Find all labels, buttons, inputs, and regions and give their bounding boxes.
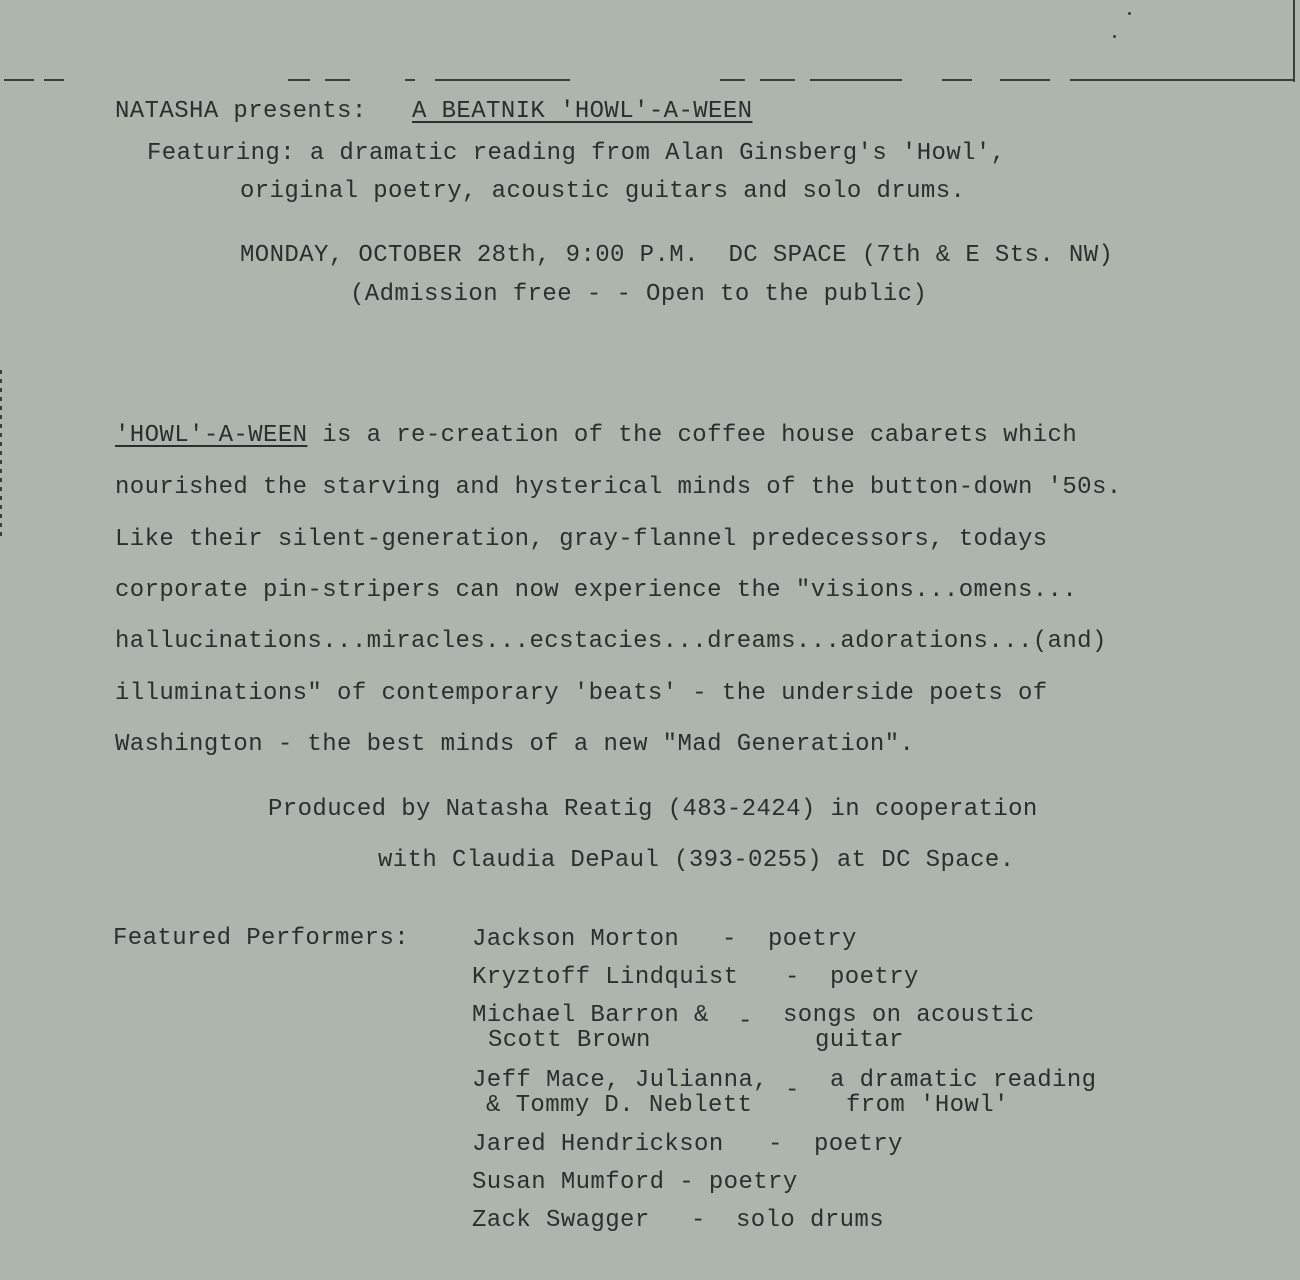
presenter-text: NATASHA presents: — [115, 98, 367, 125]
performer-name: Jeff Mace, Julianna, — [472, 1067, 769, 1094]
performer-separator: - — [785, 964, 800, 991]
performer-role: poetry — [830, 964, 919, 991]
top-rule-segment — [288, 79, 310, 81]
performer-separator: - — [768, 1131, 783, 1158]
top-rule-segment — [435, 79, 570, 81]
featuring-line-2: original poetry, acoustic guitars and solo drums. — [240, 178, 966, 205]
performer-role: songs on acoustic — [783, 1002, 1035, 1029]
top-rule-segment — [325, 79, 350, 81]
performer-separator: - — [785, 1077, 800, 1104]
performer-separator: - — [738, 1008, 753, 1035]
performer-name: Jared Hendrickson — [472, 1131, 724, 1158]
body-line-2: nourished the starving and hysterical minds of the button-down '50s. — [115, 474, 1122, 501]
performer-name: Susan Mumford - poetry — [472, 1169, 798, 1196]
body-line-4: corporate pin-stripers can now experience the "visions...omens... — [115, 577, 1078, 604]
performer-role-cont: from 'Howl' — [846, 1092, 1009, 1119]
speck — [1113, 35, 1116, 38]
body-line-1-rest: is a re-creation of the coffee house cabarets which — [307, 422, 1078, 449]
performers-label: Featured Performers: — [113, 925, 410, 952]
performer-role-cont: guitar — [815, 1027, 904, 1054]
performer-name-cont: Scott Brown — [488, 1027, 651, 1054]
performer-name-cont: & Tommy D. Neblett — [486, 1092, 753, 1119]
performer-name: Jackson Morton — [472, 926, 680, 953]
performer-role: poetry — [768, 926, 857, 953]
body-line-5: hallucinations...miracles...ecstacies...dreams...adorations...(and) — [115, 628, 1107, 655]
body-line-1 — [115, 422, 1077, 450]
featuring-line-1: Featuring: a dramatic reading from Alan Ginsberg's 'Howl', — [147, 140, 1006, 167]
performer-role: solo drums — [736, 1207, 885, 1234]
performer-separator: - — [691, 1207, 706, 1234]
body-line-6: illuminations" of contemporary 'beats' - the underside poets of — [115, 680, 1048, 707]
body-line-3: Like their silent-generation, gray-flannel predecessors, todays — [115, 526, 1048, 553]
top-rule-segment — [1070, 79, 1295, 81]
left-edge-line — [0, 370, 2, 540]
body-line-7: Washington - the best minds of a new "Mad Generation". — [115, 731, 915, 758]
event-title: A BEATNIK 'HOWL'-A-WEEN — [412, 98, 753, 125]
top-rule-segment — [760, 79, 795, 81]
performer-name: Zack Swagger — [472, 1207, 650, 1234]
credits-line-2: with Claudia DePaul (393-0255) at DC Space. — [378, 847, 1015, 874]
performer-role: a dramatic reading — [830, 1067, 1097, 1094]
top-rule-segment — [810, 79, 902, 81]
right-edge-line — [1293, 0, 1295, 82]
performer-name: Michael Barron & — [472, 1002, 709, 1029]
top-rule-segment — [720, 79, 745, 81]
date-venue: MONDAY, OCTOBER 28th, 9:00 P.M. DC SPACE (7th & E Sts. NW) — [240, 242, 1114, 269]
top-rule-segment — [4, 79, 34, 81]
performer-separator: - — [722, 926, 737, 953]
top-rule-segment — [1000, 79, 1050, 81]
top-rule-segment — [44, 79, 64, 81]
top-rule-segment — [405, 79, 415, 81]
admission-text: (Admission free - - Open to the public) — [350, 281, 928, 308]
performer-name: Kryztoff Lindquist — [472, 964, 739, 991]
speck — [1128, 12, 1131, 15]
performer-role: poetry — [814, 1131, 903, 1158]
credits-line-1: Produced by Natasha Reatig (483-2424) in cooperation — [268, 796, 1038, 823]
top-rule-segment — [942, 79, 972, 81]
lead-term: 'HOWL'-A-WEEN — [115, 422, 308, 449]
